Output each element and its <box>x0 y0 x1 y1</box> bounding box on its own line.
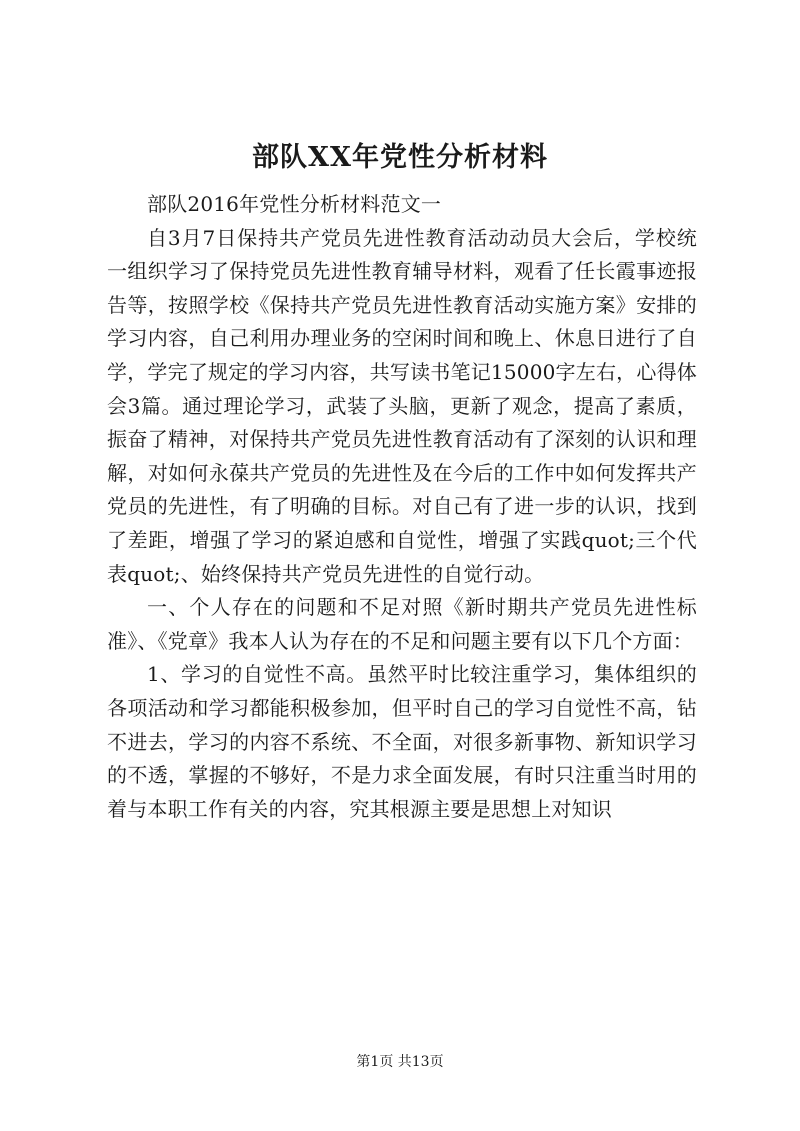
body-paragraph: 1、学习的自觉性不高。虽然平时比较注重学习，集体组织的各项活动和学习都能积极参加，但平时自己的学习自觉性不高，钻不进去，学习的内容不系统、不全面，对很多新事物、新知识学习的不透，掌握的不够好，不是力求全面发展，有时只注重当时用的着与本职工作有关的内容，究其根源主要是思想上对知识 <box>107 662 697 821</box>
section-heading-paragraph: 一、个人存在的问题和不足对照《新时期共产党员先进性标准》、《党章》我本人认为存在的不足和问题主要有以下几个方面： <box>107 595 697 653</box>
page-footer <box>0 1052 800 1072</box>
page-number-label: 第1页 共13页 <box>356 1054 444 1070</box>
subtitle-paragraph: 部队2016年党性分析材料范文一 <box>147 192 442 216</box>
body-paragraph: 自3月7日保持共产党员先进性教育活动动员大会后，学校统一组织学习了保持党员先进性教育辅导材料，观看了任长霞事迹报告等，按照学校《保持共产党员先进性教育活动实施方案》安排的学习内容，自己利用办理业务的空闲时间和晚上、休息日进行了自学，学完了规定的学习内容，共写读书笔记15000字左右，心得体会3篇。通过理论学习，武装了头脑，更新了观念，提高了素质，振奋了精神，对保持共产党员先进性教育活动有了深刻的认识和理解，对如何永葆共产党员的先进性及在今后的工作中如何发挥共产党员的先进性，有了明确的目标。对自己有了进一步的认识，找到了差距，增强了学习的紧迫感和自觉性，增强了实践quot;三个代表quot;、始终保持共产党员先进性的自觉行动。 <box>107 225 697 586</box>
document-body <box>107 188 697 826</box>
document-title: 部队XX年党性分析材料 <box>252 142 548 173</box>
